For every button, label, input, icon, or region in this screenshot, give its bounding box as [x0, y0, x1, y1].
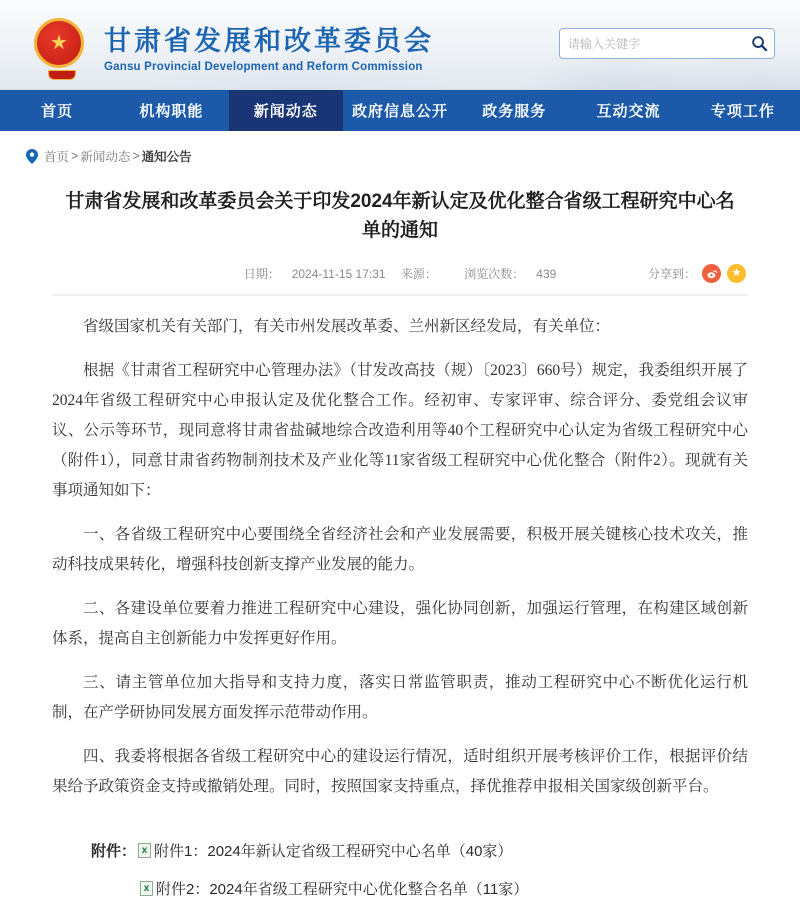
paragraph-item-2: 二、各建设单位要着力推进工程研究中心建设，强化协同创新，加强运行管理，在构建区域创新体系，提高自主创新能力中发挥更好作用。 — [52, 600, 748, 647]
paragraph-item-3: 三、请主管单位加大指导和支持力度，落实日常监管职责，推动工程研究中心不断优化运行机制，在产学研协同发展方面发挥示范带动作用。 — [52, 674, 748, 721]
article-meta — [52, 265, 748, 285]
emblem-ribbon — [48, 70, 76, 80]
nav-item-special-work[interactable]: 专项工作 — [710, 103, 775, 120]
emblem-star-icon: ★ — [34, 18, 84, 68]
attachment-row — [91, 840, 748, 861]
share-weibo-icon[interactable] — [702, 264, 721, 283]
excel-file-icon: x — [140, 881, 153, 896]
meta-date-value: 2024-11-15 17:31 — [291, 267, 386, 281]
meta-views-label: 浏览次数： — [464, 267, 525, 281]
site-subtitle: Gansu Provincial Development and Reform Commission — [104, 61, 423, 74]
paragraph-item-4: 四、我委将根据各省级工程研究中心的建设运行情况，适时组织开展考核评价工作，根据评价结果给予政策资金支持或撤销处理。同时，按照国家支持重点，择优推荐申报相关国家级创新平台。 — [52, 748, 748, 795]
article-body — [52, 312, 748, 802]
nav-item-gov-info[interactable]: 政府信息公开 — [351, 103, 448, 120]
nav-item-interaction[interactable]: 互动交流 — [596, 103, 661, 120]
national-emblem-icon — [34, 18, 90, 80]
attachment-row — [91, 878, 748, 899]
nav-item-services[interactable]: 政务服务 — [482, 103, 547, 120]
breadcrumb — [26, 146, 800, 166]
main-nav — [0, 90, 800, 131]
search-icon — [751, 35, 768, 52]
breadcrumb-separator: > — [71, 149, 79, 163]
attachments-label: 附件： — [91, 843, 137, 860]
breadcrumb-home[interactable]: 首页 — [44, 150, 70, 164]
excel-file-icon: x — [138, 843, 151, 858]
search-input[interactable] — [560, 37, 744, 51]
site-header — [0, 0, 800, 90]
attachment-link-1[interactable]: 附件1：2024年新认定省级工程研究中心名单（40家） — [154, 843, 513, 860]
paragraph-item-1: 一、各省级工程研究中心要围绕全省经济社会和产业发展需要，积极开展关键核心技术攻关，推动科技成果转化，增强科技创新支撑产业发展的能力。 — [52, 526, 748, 573]
nav-item-news[interactable]: 新闻动态 — [229, 90, 343, 131]
nav-item-home[interactable]: 首页 — [41, 103, 74, 120]
breadcrumb-news[interactable]: 新闻动态 — [80, 150, 131, 164]
breadcrumb-notices: 通知公告 — [141, 150, 192, 164]
article — [52, 188, 748, 899]
attachments-section — [52, 840, 748, 899]
attachment-link-2[interactable]: 附件2：2024年省级工程研究中心优化整合名单（11家） — [156, 881, 529, 898]
site-title: 甘肃省发展和改革委员会 — [104, 25, 434, 56]
nav-item-functions[interactable]: 机构职能 — [139, 103, 204, 120]
search-box — [559, 28, 775, 59]
paragraph-salutation: 省级国家机关有关部门，有关市州发展改革委、兰州新区经发局，有关单位： — [83, 318, 611, 335]
share-label: 分享到： — [647, 267, 696, 281]
share-qzone-icon[interactable]: ★ — [727, 264, 746, 283]
site-logo[interactable] — [34, 18, 434, 80]
location-pin-icon — [26, 149, 38, 164]
meta-divider — [52, 294, 748, 296]
breadcrumb-separator: > — [132, 149, 140, 163]
paragraph-intro: 根据《甘肃省工程研究中心管理办法》（甘发改高技（规）〔2023〕660号）规定，我委组织开展了2024年省级工程研究中心申报认定及优化整合工作。经初审、专家评审、综合评分、委党组会议审议、公示等环节，现同意将甘肃省盐碱地综合改造利用等40个工程研究中心认定为省级工程研究中心（附件1），同意甘肃省药物制剂技术及产业化等11家省级工程研究中心优化整合（附件2）。现就有关事项通知如下： — [52, 362, 748, 499]
article-title: 甘肃省发展和改革委员会关于印发2024年新认定及优化整合省级工程研究中心名单的通知 — [65, 191, 735, 241]
meta-views-value: 439 — [536, 267, 557, 281]
meta-source-label: 来源： — [400, 267, 437, 281]
search-button[interactable] — [744, 29, 774, 58]
meta-date-label: 日期： — [243, 267, 280, 281]
